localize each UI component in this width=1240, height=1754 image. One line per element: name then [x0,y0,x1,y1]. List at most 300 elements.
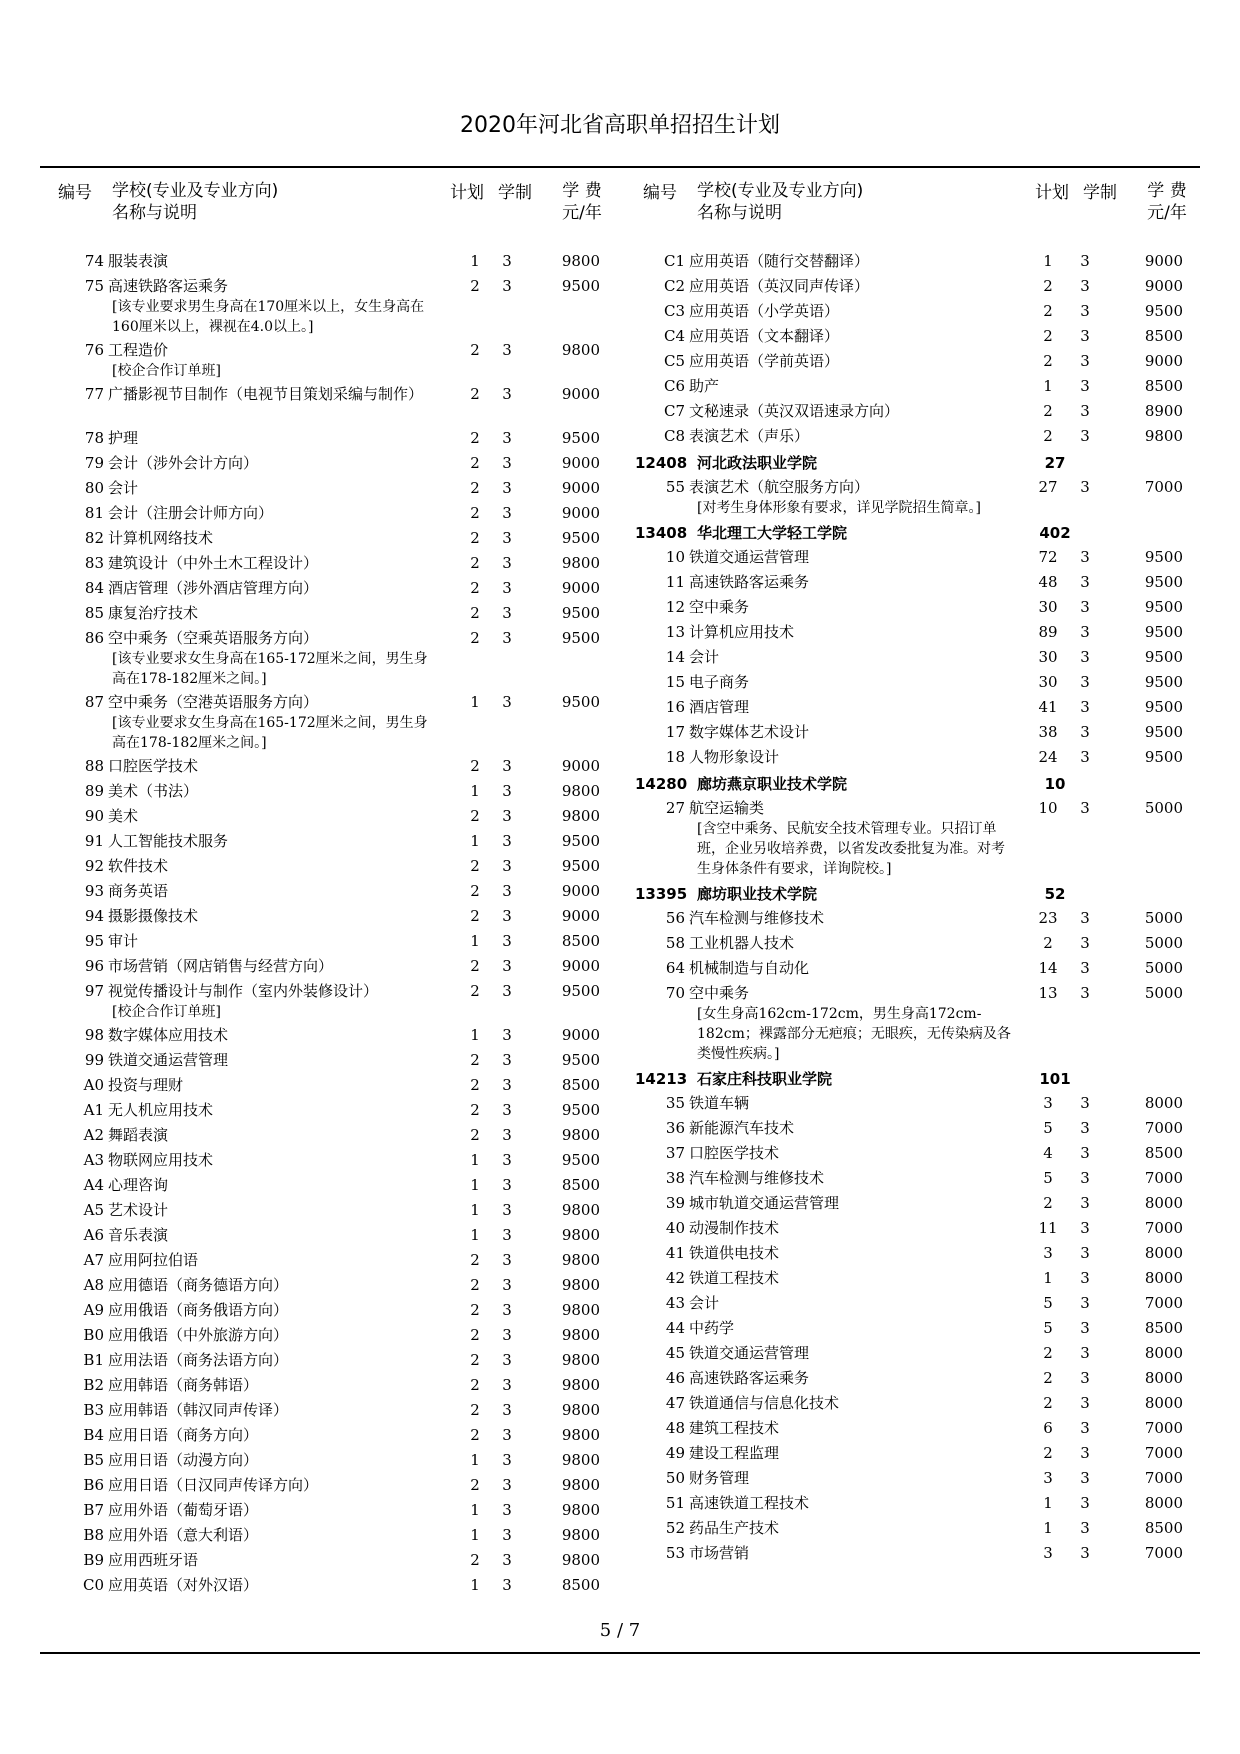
table-row [625,1442,1205,1467]
study-years: 3 [502,1026,512,1044]
table-row [40,1424,620,1449]
table-row [625,1392,1205,1417]
study-years: 3 [502,1276,512,1294]
table-row [625,571,1205,596]
table-row [40,880,620,905]
major-code: 39 [665,1194,685,1212]
table-row [40,780,620,805]
plan-count: 1 [470,1451,480,1469]
study-years: 3 [502,629,512,647]
study-years: 3 [502,857,512,875]
major-name: 中药学 [689,1319,735,1337]
study-years: 3 [502,1501,512,1519]
major-code: 74 [84,252,104,270]
study-years: 3 [502,1326,512,1344]
major-name: 高速铁路客运乘务 [108,277,229,295]
table-row [625,1292,1205,1317]
major-name: 市场营销 [689,1544,750,1562]
table-row [625,1092,1205,1117]
plan-count: 2 [470,1551,480,1569]
table-row [40,1549,620,1574]
major-name: 电子商务 [689,673,750,691]
major-code: A1 [83,1101,104,1119]
major-name: 航空运输类 [689,799,765,817]
major-name: 铁道交通运营管理 [689,1344,810,1362]
table-row [40,1374,620,1399]
school-code: 12408 [635,454,688,472]
major-code: 16 [665,698,685,716]
plan-count: 5 [1043,1119,1053,1137]
tuition-fee: 9800 [561,1201,600,1219]
study-years: 3 [1080,1394,1090,1412]
table-row [625,646,1205,671]
table-row [625,546,1205,571]
header-school: 学校(专业及专业方向) 名称与说明 [112,181,279,223]
plan-count: 2 [470,1476,480,1494]
tuition-fee: 9000 [1144,252,1183,270]
major-name: 空中乘务 [689,598,750,616]
tuition-fee: 8000 [1144,1194,1183,1212]
study-years: 3 [502,1151,512,1169]
major-code: 41 [665,1244,685,1262]
major-code: 45 [665,1344,685,1362]
plan-count: 2 [470,1326,480,1344]
major-name: 舞蹈表演 [108,1126,169,1144]
tuition-fee: 9800 [561,1426,600,1444]
major-name: 铁道通信与信息化技术 [689,1394,840,1412]
study-years: 3 [502,932,512,950]
plan-count: 72 [1038,548,1058,566]
table-row [625,375,1205,400]
study-years: 3 [1080,427,1090,445]
tuition-fee: 9800 [561,1526,600,1544]
school-header-row [625,1066,1205,1092]
major-code: B4 [83,1426,104,1444]
major-name: 工程造价 [108,341,169,359]
plan-count: 1 [1043,377,1053,395]
major-name: 空中乘务（空乘英语服务方向） [108,629,319,647]
table-row [40,1099,620,1124]
major-code: 96 [84,957,104,975]
plan-count: 2 [1043,327,1053,345]
table-row [625,1517,1205,1542]
school-name: 石家庄科技职业学院 [697,1070,833,1088]
study-years: 3 [1080,1294,1090,1312]
major-code: C0 [82,1576,104,1594]
tuition-fee: 9800 [561,1301,600,1319]
plan-count: 2 [470,1426,480,1444]
header-fee: 学 费 元/年 [1147,181,1187,223]
major-code: 99 [84,1051,104,1069]
study-years: 3 [1080,327,1090,345]
major-code: C6 [663,377,685,395]
major-name: 应用日语（日汉同声传译方向） [108,1476,319,1494]
study-years: 3 [1080,959,1090,977]
plan-count: 2 [1043,277,1053,295]
major-name: 应用德语（商务德语方向） [108,1276,289,1294]
plan-count: 14 [1038,959,1058,977]
major-code: 55 [665,478,685,496]
tuition-fee: 9500 [1144,698,1183,716]
study-years: 3 [502,782,512,800]
tuition-fee: 9500 [561,1101,600,1119]
table-row [625,696,1205,721]
study-years: 3 [1080,698,1090,716]
school-header-row [625,771,1205,797]
major-code: 91 [84,832,104,850]
plan-count: 2 [470,341,480,359]
school-code: 13395 [635,885,688,903]
header-fee: 学 费 元/年 [562,181,602,223]
tuition-fee: 9500 [1144,302,1183,320]
table-row [40,1474,620,1499]
tuition-fee: 7000 [1144,1469,1183,1487]
major-name: 高速铁路客运乘务 [689,573,810,591]
school-total-plan: 27 [1044,454,1066,472]
plan-count: 2 [470,604,480,622]
table-row [40,250,620,275]
plan-count: 1 [1043,1494,1053,1512]
major-code: 50 [665,1469,685,1487]
major-code: A4 [83,1176,104,1194]
table-row [625,621,1205,646]
major-code: B6 [83,1476,104,1494]
major-name: 机械制造与自动化 [689,959,810,977]
study-years: 3 [502,1301,512,1319]
plan-count: 2 [1043,1194,1053,1212]
major-code: 18 [665,748,685,766]
major-code: 40 [665,1219,685,1237]
table-row [40,1324,620,1349]
plan-count: 1 [1043,252,1053,270]
tuition-fee: 8000 [1144,1244,1183,1262]
study-years: 3 [502,604,512,622]
plan-count: 2 [1043,1444,1053,1462]
table-row [625,721,1205,746]
table-row [40,755,620,780]
table-row [40,955,620,980]
study-years: 3 [1080,673,1090,691]
major-code: 81 [84,504,104,522]
plan-count: 2 [1043,352,1053,370]
major-code: 44 [665,1319,685,1337]
major-name: 药品生产技术 [689,1519,780,1537]
major-name: 市场营销（网店销售与经营方向） [108,957,334,975]
major-name: 建筑设计（中外土木工程设计） [108,554,319,572]
table-row [40,1574,620,1599]
major-name: 软件技术 [108,857,169,875]
plan-count: 2 [470,907,480,925]
study-years: 3 [502,454,512,472]
plan-count: 2 [470,1401,480,1419]
study-years: 3 [502,1176,512,1194]
major-code: 48 [665,1419,685,1437]
study-years: 3 [502,693,512,711]
plan-count: 2 [1043,427,1053,445]
tuition-fee: 9800 [561,807,600,825]
study-years: 3 [1080,377,1090,395]
plan-count: 1 [470,1576,480,1594]
tuition-fee: 9800 [561,1351,600,1369]
major-name: 应用英语（随行交替翻译） [689,252,870,270]
tuition-fee: 8500 [1144,1319,1183,1337]
table-row [625,1542,1205,1567]
major-name: 美术（书法） [108,782,199,800]
major-code: 75 [84,277,104,295]
major-note: [对考生身体形象有要求，详见学院招生简章。] [697,500,981,516]
study-years: 3 [502,504,512,522]
study-years: 3 [502,1551,512,1569]
study-years: 3 [502,341,512,359]
major-name: 建筑工程技术 [689,1419,780,1437]
study-years: 3 [1080,352,1090,370]
tuition-fee: 8000 [1144,1344,1183,1362]
study-years: 3 [502,1251,512,1269]
major-name: 应用英语（对外汉语） [108,1576,259,1594]
major-name: 铁道工程技术 [689,1269,780,1287]
tuition-fee: 9500 [1144,573,1183,591]
study-years: 3 [1080,1219,1090,1237]
major-name: 口腔医学技术 [108,757,199,775]
table-row [625,1167,1205,1192]
major-name: 动漫制作技术 [689,1219,780,1237]
study-years: 3 [1080,1194,1090,1212]
major-name: 铁道供电技术 [689,1244,780,1262]
table-row [625,1142,1205,1167]
major-code: 87 [84,693,104,711]
major-code: 56 [665,909,685,927]
table-row [40,339,620,383]
tuition-fee: 7000 [1144,1119,1183,1137]
table-row [40,980,620,1024]
tuition-fee: 7000 [1144,1294,1183,1312]
study-years: 3 [502,1226,512,1244]
study-years: 3 [1080,623,1090,641]
school-header-row [625,881,1205,907]
major-name: 城市轨道交通运营管理 [689,1194,840,1212]
major-code: 35 [665,1094,685,1112]
tuition-fee: 7000 [1144,1219,1183,1237]
tuition-fee: 8500 [561,932,600,950]
study-years: 3 [502,479,512,497]
tuition-fee: 9500 [561,604,600,622]
tuition-fee: 9800 [561,1376,600,1394]
tuition-fee: 9000 [561,504,600,522]
tuition-fee: 9000 [1144,352,1183,370]
study-years: 3 [1080,1369,1090,1387]
tuition-fee: 9500 [1144,598,1183,616]
major-code: 88 [84,757,104,775]
plan-count: 5 [1043,1294,1053,1312]
major-code: A0 [83,1076,104,1094]
major-code: A9 [83,1301,104,1319]
plan-count: 2 [1043,934,1053,952]
major-code: C8 [663,427,685,445]
study-years: 3 [1080,1519,1090,1537]
tuition-fee: 9500 [1144,648,1183,666]
major-name: 汽车检测与维修技术 [689,909,825,927]
major-code: C5 [663,352,685,370]
major-name: 应用日语（动漫方向） [108,1451,259,1469]
major-note: [女生身高162cm-172cm，男生身高172cm-182cm；裸露部分无疤痕；无眼疾，无传染病及各类慢性疾病。] [697,1006,1011,1062]
tuition-fee: 8500 [561,1576,600,1594]
tuition-fee: 7000 [1144,1169,1183,1187]
tuition-fee: 9800 [561,1226,600,1244]
study-years: 3 [502,429,512,447]
major-code: A6 [83,1226,104,1244]
major-name: 口腔医学技术 [689,1144,780,1162]
table-row [40,1299,620,1324]
major-name: 应用阿拉伯语 [108,1251,199,1269]
tuition-fee: 9800 [561,1551,600,1569]
major-note: [该专业要求男生身高在170厘米以上，女生身高在160厘米以上，裸视在4.0以上。] [112,299,425,335]
major-note: [校企合作订单班] [112,1004,221,1020]
plan-count: 2 [470,807,480,825]
school-name: 华北理工大学轻工学院 [697,524,848,542]
table-row [625,300,1205,325]
header-years: 学制 [1083,183,1117,203]
plan-count: 30 [1038,648,1058,666]
table-row [625,1117,1205,1142]
table-row [625,476,1205,520]
major-name: 计算机网络技术 [108,529,214,547]
study-years: 3 [1080,1169,1090,1187]
table-row [40,1224,620,1249]
left-rows [40,250,620,1599]
table-row [625,1317,1205,1342]
major-name: 康复治疗技术 [108,604,199,622]
study-years: 3 [1080,748,1090,766]
major-code: C7 [663,402,685,420]
study-years: 3 [1080,648,1090,666]
study-years: 3 [1080,909,1090,927]
table-row [625,350,1205,375]
table-row [625,907,1205,932]
tuition-fee: 8000 [1144,1269,1183,1287]
major-code: 43 [665,1294,685,1312]
study-years: 3 [1080,598,1090,616]
major-name: 应用英语（学前英语） [689,352,840,370]
major-name: 广播影视节目制作（电视节目策划采编与制作） [108,385,424,403]
plan-count: 1 [470,1176,480,1194]
header-plan: 计划 [1035,183,1069,203]
plan-count: 2 [470,1376,480,1394]
plan-count: 1 [470,1501,480,1519]
major-name: 酒店管理 [689,698,750,716]
major-code: B7 [83,1501,104,1519]
header-id: 编号 [643,183,677,203]
tuition-fee: 8500 [1144,1519,1183,1537]
major-code: 12 [665,598,685,616]
study-years: 3 [1080,302,1090,320]
tuition-fee: 9500 [1144,548,1183,566]
major-name: 工业机器人技术 [689,934,795,952]
tuition-fee: 9800 [561,782,600,800]
major-code: C1 [663,252,685,270]
major-name: 高速铁道工程技术 [689,1494,810,1512]
major-code: 11 [665,573,685,591]
table-row [40,830,620,855]
plan-count: 3 [1043,1544,1053,1562]
major-code: 47 [665,1394,685,1412]
major-name: 应用韩语（商务韩语） [108,1376,259,1394]
major-code: 97 [84,982,104,1000]
tuition-fee: 9500 [1144,673,1183,691]
study-years: 3 [502,1201,512,1219]
plan-count: 3 [1043,1244,1053,1262]
major-name: 投资与理财 [108,1076,184,1094]
major-name: 人工智能技术服务 [108,832,229,850]
table-row [40,855,620,880]
major-name: 铁道交通运营管理 [108,1051,229,1069]
table-row [40,427,620,452]
plan-count: 2 [470,1051,480,1069]
major-name: 物联网应用技术 [108,1151,214,1169]
study-years: 3 [502,1576,512,1594]
table-row [40,1074,620,1099]
header-id: 编号 [58,183,92,203]
tuition-fee: 9800 [1144,427,1183,445]
major-code: 38 [665,1169,685,1187]
plan-count: 2 [1043,1344,1053,1362]
table-row [625,1342,1205,1367]
major-code: 78 [84,429,104,447]
table-row [40,1024,620,1049]
tuition-fee: 9000 [561,479,600,497]
table-row [40,1449,620,1474]
school-total-plan: 101 [1039,1070,1071,1088]
table-row [625,957,1205,982]
study-years: 3 [502,277,512,295]
major-name: 汽车检测与维修技术 [689,1169,825,1187]
study-years: 3 [502,529,512,547]
school-name: 廊坊职业技术学院 [697,885,818,903]
study-years: 3 [502,554,512,572]
major-name: 财务管理 [689,1469,750,1487]
table-row [40,1174,620,1199]
major-code: 42 [665,1269,685,1287]
major-name: 建设工程监理 [689,1444,780,1462]
tuition-fee: 9500 [561,832,600,850]
major-code: B8 [83,1526,104,1544]
plan-count: 2 [470,1351,480,1369]
table-row [625,1242,1205,1267]
major-name: 摄影摄像技术 [108,907,199,925]
study-years: 3 [1080,573,1090,591]
major-name: 应用法语（商务法语方向） [108,1351,289,1369]
plan-count: 3 [1043,1469,1053,1487]
major-code: 27 [665,799,685,817]
table-row [40,1349,620,1374]
study-years: 3 [1080,252,1090,270]
tuition-fee: 9000 [561,1026,600,1044]
table-row [625,982,1205,1066]
study-years: 3 [502,832,512,850]
table-row [625,797,1205,881]
plan-count: 1 [470,782,480,800]
plan-count: 1 [470,932,480,950]
study-years: 3 [502,807,512,825]
right-rows [625,250,1205,1567]
study-years: 3 [502,385,512,403]
tuition-fee: 9800 [561,1501,600,1519]
study-years: 3 [1080,1094,1090,1112]
plan-count: 2 [470,1076,480,1094]
plan-count: 2 [1043,302,1053,320]
study-years: 3 [502,1126,512,1144]
major-code: 79 [84,454,104,472]
table-row [40,1399,620,1424]
